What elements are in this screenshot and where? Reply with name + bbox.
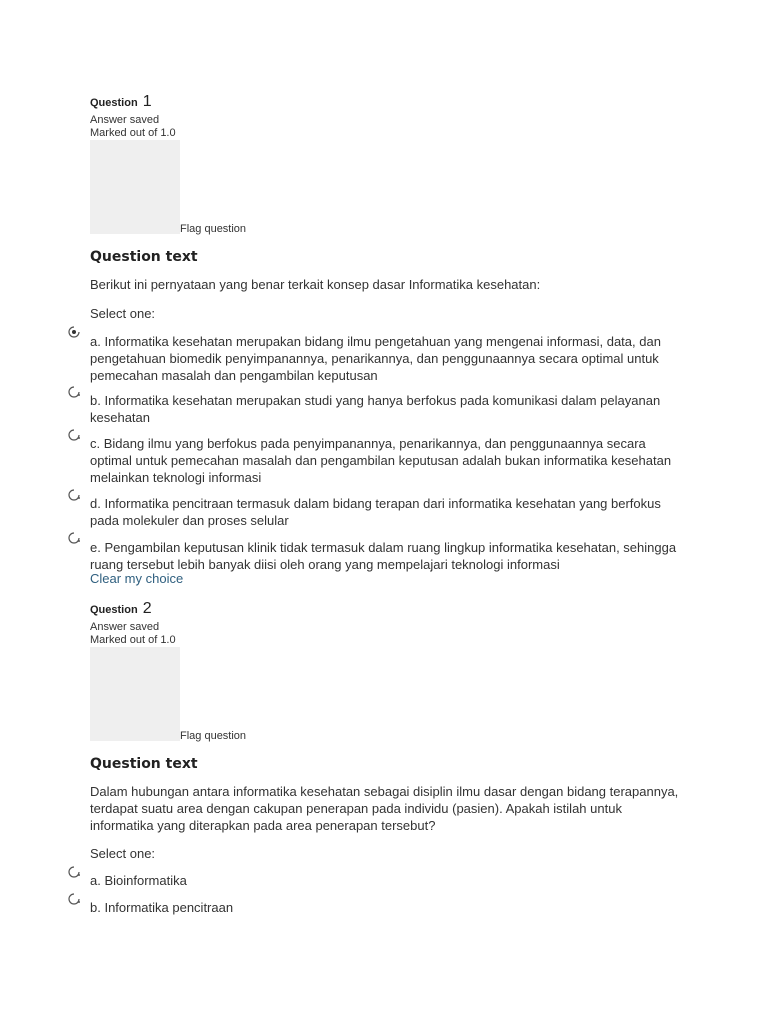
answer-option-d[interactable]: d. Informatika pencitraan termasuk dalam bidang terapan dari informatika kesehatan yang berfokus pada molekuler dan proses selular bbox=[90, 496, 661, 528]
radio-option-b[interactable] bbox=[68, 893, 80, 905]
marks-info: Marked out of 1.0 bbox=[90, 127, 176, 139]
question-number bbox=[90, 601, 690, 618]
answer-option-a[interactable]: a. Bioinformatika bbox=[90, 873, 187, 888]
question-prompt: Dalam hubungan antara informatika kesehatan sebagai disiplin ilmu dasar dengan bidang terapannya, terdapat suatu area dengan cakupan penerapan pada individu (pasien). Apakah istilah untuk informatika yang diterapkan pada area penerapan tersebut? bbox=[90, 784, 679, 833]
answer-option-b[interactable]: b. Informatika pencitraan bbox=[90, 900, 234, 915]
answer-status: Answer saved bbox=[90, 621, 160, 633]
flag-question-link[interactable]: Flag question bbox=[180, 730, 247, 742]
question-number bbox=[90, 94, 690, 111]
flag-question-link[interactable]: Flag question bbox=[180, 223, 247, 235]
answer-option-b[interactable]: b. Informatika kesehatan merupakan studi yang hanya berfokus pada komunikasi dalam pelayanan kesehatan bbox=[90, 393, 661, 425]
question-1 bbox=[90, 94, 690, 594]
radio-option-e[interactable] bbox=[68, 532, 80, 544]
radio-option-d[interactable] bbox=[68, 489, 80, 501]
question-label: Question bbox=[90, 97, 138, 109]
select-one-label: Select one: bbox=[90, 846, 156, 861]
select-one-label: Select one: bbox=[90, 306, 156, 321]
answer-option-e[interactable]: e. Pengambilan keputusan klinik tidak termasuk dalam ruang lingkup informatika kesehatan, sehingga ruang tersebut lebih banyak diisi oleh orang yang mempelajari teknologi informasi bbox=[90, 540, 677, 572]
radio-option-b[interactable] bbox=[68, 386, 80, 398]
answer-status: Answer saved bbox=[90, 114, 160, 126]
answer-option-c[interactable]: c. Bidang ilmu yang berfokus pada penyimpanannya, penarikannya, dan penggunaannya secara optimal untuk pemecahan masalah dan pengambilan keputusan adalah bukan informatika kesehatan melainkan teknologi informasi bbox=[90, 436, 672, 485]
question-label: Question bbox=[90, 604, 138, 616]
marks-info: Marked out of 1.0 bbox=[90, 634, 176, 646]
clear-choice-link[interactable]: Clear my choice bbox=[90, 571, 184, 586]
question-text-heading: Question text bbox=[90, 249, 198, 265]
flag-icon[interactable] bbox=[90, 647, 180, 741]
question-number-value: 1 bbox=[142, 93, 152, 110]
question-2 bbox=[90, 601, 690, 921]
question-prompt: Berikut ini pernyataan yang benar terkait konsep dasar Informatika kesehatan: bbox=[90, 277, 541, 292]
radio-option-a[interactable] bbox=[68, 866, 80, 878]
flag-icon[interactable] bbox=[90, 140, 180, 234]
question-text-heading: Question text bbox=[90, 756, 198, 772]
radio-option-a-selected[interactable] bbox=[68, 326, 80, 338]
radio-option-c[interactable] bbox=[68, 429, 80, 441]
question-number-value: 2 bbox=[142, 600, 152, 617]
answer-option-a[interactable]: a. Informatika kesehatan merupakan bidang ilmu pengetahuan yang mengenai informasi, data, dan pengetahuan biomedik penyimpanannya, penarikannya, dan penggunaannya secara optimal untuk pemecahan masalah dan pengambilan keputusan bbox=[90, 334, 661, 383]
